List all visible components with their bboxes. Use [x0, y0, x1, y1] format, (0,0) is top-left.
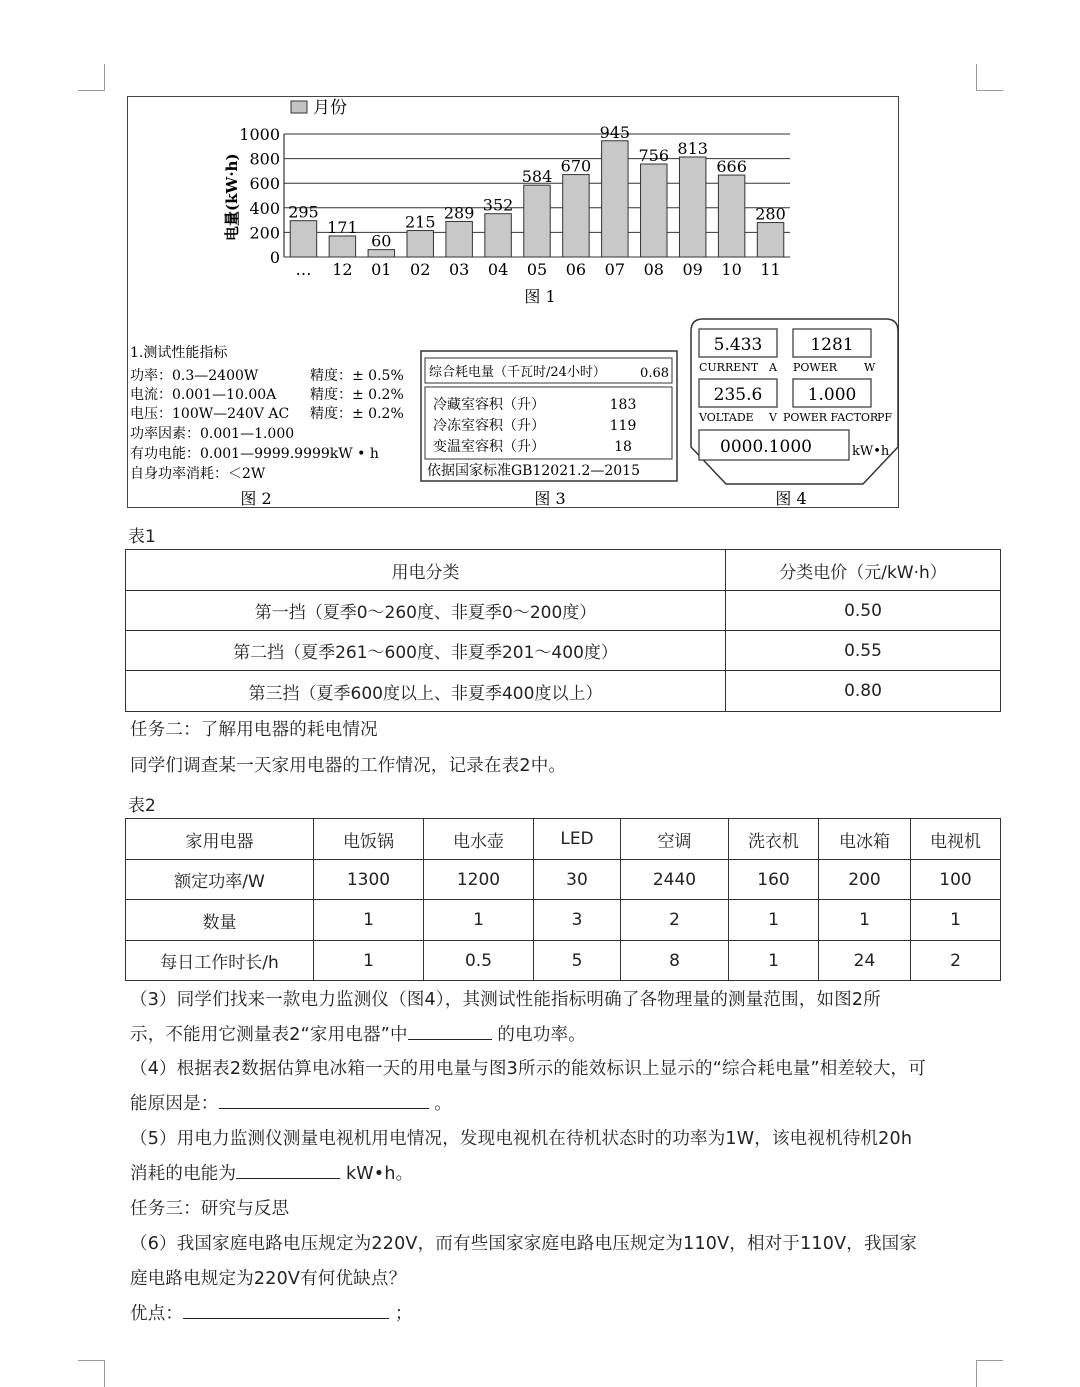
table-cell: 100 — [911, 860, 1001, 900]
bar — [407, 231, 433, 257]
table-row — [126, 860, 1001, 900]
y-tick-label: 600 — [249, 174, 280, 194]
data-label: 295 — [288, 202, 319, 222]
table-cell: 8 — [621, 941, 729, 981]
data-label: 60 — [371, 231, 392, 251]
table-cell: 1300 — [314, 860, 424, 900]
spec-line: 有功电能：0.001—9999.9999kW • h — [130, 446, 379, 462]
table-cell: 2440 — [621, 860, 729, 900]
bar — [679, 157, 705, 257]
legend-label: 月份 — [313, 98, 347, 118]
tariff-category: 第二挡（夏季261～600度、非夏季201～400度） — [126, 631, 726, 671]
table-cell: 2 — [911, 941, 1001, 981]
power-factor-label: POWER FACTOR — [783, 411, 879, 424]
data-label: 215 — [404, 212, 436, 232]
x-tick-label: 02 — [410, 260, 431, 279]
bar — [446, 221, 472, 257]
table-cell: 1 — [911, 900, 1001, 941]
data-label: 813 — [677, 139, 708, 159]
voltage-value: 235.6 — [713, 385, 763, 405]
power-unit: W — [864, 361, 876, 374]
spec-line: 电流：0.001—10.00A — [130, 387, 277, 403]
figure-1-bar-chart — [223, 98, 790, 306]
energy-value: 0000.1000 — [720, 437, 812, 457]
table-2-label: 表2 — [128, 796, 156, 816]
data-label: 280 — [755, 204, 786, 224]
table-row — [126, 671, 1001, 712]
question-6-line-2: 庭电路电规定为220V有何优缺点？ — [130, 1269, 407, 1289]
table-cell: 1 — [314, 941, 424, 981]
bar — [757, 223, 783, 257]
volume-value: 183 — [609, 397, 637, 413]
table-header-row — [126, 819, 1001, 860]
current-value: 5.433 — [713, 335, 763, 355]
spec-accuracy: 精度：± 0.2% — [310, 387, 404, 403]
y-tick-labels — [239, 125, 280, 267]
question-3-line-2 — [130, 1018, 980, 1053]
figure-2-specs — [130, 344, 404, 508]
data-label: 756 — [638, 146, 670, 166]
volume-value: 119 — [609, 418, 637, 434]
standard-footer: 依据国家标准GB12021.2—2015 — [427, 463, 640, 479]
answer-blank-6[interactable] — [183, 1300, 389, 1319]
answer-blank-5[interactable] — [236, 1160, 340, 1179]
power-label: POWER — [793, 361, 838, 374]
bar — [329, 236, 355, 257]
bar — [485, 214, 511, 257]
question-5-line-2 — [130, 1157, 980, 1192]
y-axis-label: 电量(kW·h) — [223, 153, 241, 241]
volume-value: 18 — [614, 439, 632, 455]
figure-4-power-monitor — [691, 319, 898, 508]
y-tick-label: 1000 — [239, 125, 280, 144]
tariff-category: 第三挡（夏季600度以上、非夏季400度以上） — [126, 671, 726, 712]
x-tick-label: 05 — [526, 260, 548, 279]
row-label: 数量 — [126, 900, 314, 941]
consumption-label: 综合耗电量（千瓦时/24小时） — [429, 365, 606, 380]
spec-accuracy: 精度：± 0.2% — [310, 406, 404, 422]
bar — [641, 164, 667, 257]
row-label: 每日工作时长/h — [126, 941, 314, 981]
figure-canvas — [128, 97, 900, 509]
y-tick-label: 400 — [249, 198, 280, 218]
header-cell: 电冰箱 — [819, 819, 911, 860]
table-cell: 30 — [534, 860, 621, 900]
x-tick-label: 08 — [643, 260, 664, 279]
table-cell: 1 — [424, 900, 534, 941]
advantage-tail: ； — [389, 1304, 413, 1324]
x-tick-label: 06 — [565, 260, 587, 279]
answer-blank-4[interactable] — [219, 1090, 429, 1109]
x-tick-labels — [295, 260, 780, 279]
x-tick-label: 07 — [604, 260, 626, 279]
x-tick-label: 10 — [721, 260, 742, 279]
power-factor-unit: PF — [877, 411, 893, 424]
bar — [524, 185, 550, 257]
table-1 — [125, 549, 1001, 712]
figure-3-energy-label — [421, 351, 677, 508]
x-tick-label: 12 — [332, 260, 353, 279]
table-cell: 1 — [819, 900, 911, 941]
table-cell: 200 — [819, 860, 911, 900]
table-cell: 0.5 — [424, 941, 534, 981]
energy-unit: kW•h — [852, 444, 890, 459]
tariff-category: 第一挡（夏季0～260度、非夏季0～200度） — [126, 591, 726, 631]
header-cell: 电饭锅 — [314, 819, 424, 860]
header-cell: 分类电价（元/kW·h） — [726, 550, 1001, 591]
table-row — [126, 631, 1001, 671]
figure-4-caption: 图 4 — [775, 489, 807, 508]
question-5-text: 消耗的电能为 — [130, 1164, 237, 1184]
crop-mark-top-right — [976, 64, 1003, 91]
x-tick-label: 04 — [487, 260, 509, 279]
x-tick-label: … — [295, 260, 312, 279]
table-cell: 24 — [819, 941, 911, 981]
figure-2-caption: 图 2 — [240, 489, 272, 508]
data-label: 171 — [327, 217, 358, 237]
question-3-text: 示，不能用它测量表2“家用电器”中 — [130, 1025, 408, 1045]
consumption-value: 0.68 — [640, 366, 669, 381]
current-label: CURRENT — [699, 361, 759, 374]
power-value: 1281 — [810, 335, 854, 355]
header-cell: LED — [534, 819, 621, 860]
table-cell: 1 — [729, 941, 819, 981]
bar — [718, 175, 744, 257]
bar — [602, 141, 628, 257]
current-unit: A — [769, 361, 777, 374]
volume-label: 变温室容积（升） — [433, 439, 545, 455]
question-3-tail: 的电功率。 — [491, 1025, 586, 1045]
table-row — [126, 900, 1001, 941]
question-5 — [130, 1122, 980, 1192]
volume-label: 冷冻室容积（升） — [433, 418, 545, 434]
table-2 — [125, 818, 1001, 981]
table-cell: 1200 — [424, 860, 534, 900]
crop-mark-bottom-right — [976, 1360, 1003, 1387]
answer-blank-3[interactable] — [408, 1021, 492, 1040]
data-label: 945 — [599, 122, 631, 142]
crop-mark-top-left — [78, 64, 105, 91]
spec-line: 电压：100W—240V AC — [130, 406, 290, 422]
advantage-label: 优点： — [130, 1304, 184, 1324]
row-label: 额定功率/W — [126, 860, 314, 900]
task-2-intro: 同学们调查某一天家用电器的工作情况，记录在表2中。 — [130, 756, 567, 776]
table-header-row — [126, 550, 1001, 591]
voltage-label: VOLTADE — [699, 411, 754, 424]
table-1-label: 表1 — [128, 527, 156, 547]
table-cell: 1 — [314, 900, 424, 941]
power-factor-value: 1.000 — [807, 385, 857, 405]
bar — [368, 250, 394, 257]
legend-swatch — [291, 101, 307, 113]
header-cell: 家用电器 — [126, 819, 314, 860]
table-row — [126, 941, 1001, 981]
y-tick-label: 200 — [249, 223, 280, 243]
table-cell: 160 — [729, 860, 819, 900]
y-tick-label: 800 — [249, 149, 280, 169]
question-4 — [130, 1052, 980, 1122]
x-tick-label: 01 — [371, 260, 392, 279]
question-4-line-1: （4）根据表2数据估算电冰箱一天的用电量与图3所示的能效标识上显示的“综合耗电量”相差较大，可 — [130, 1059, 926, 1079]
x-tick-label: 09 — [682, 260, 703, 279]
question-3 — [130, 983, 980, 1053]
question-5-line-1: （5）用电力监测仪测量电视机用电情况，发现电视机在待机状态时的功率为1W，该电视机待机20h — [130, 1129, 913, 1149]
question-6-advantage — [130, 1297, 980, 1332]
x-tick-label: 11 — [760, 260, 781, 279]
spec-line: 功率：0.3—2400W — [130, 368, 259, 384]
question-6-line-1: （6）我国家庭电路电压规定为220V，而有些国家家庭电路电压规定为110V，相对于110V，我国家 — [130, 1234, 918, 1254]
header-cell: 用电分类 — [126, 550, 726, 591]
header-cell: 空调 — [621, 819, 729, 860]
tariff-price: 0.50 — [726, 591, 1001, 631]
specs-title: 1.测试性能指标 — [130, 345, 228, 361]
data-label: 670 — [560, 156, 592, 176]
crop-mark-bottom-left — [78, 1360, 105, 1387]
table-cell: 5 — [534, 941, 621, 981]
task-2-title: 任务二：了解用电器的耗电情况 — [130, 720, 378, 740]
figure-panel — [127, 96, 899, 508]
task-3-title: 任务三：研究与反思 — [130, 1199, 290, 1219]
header-cell: 电水壶 — [424, 819, 534, 860]
volume-label: 冷藏室容积（升） — [433, 397, 545, 413]
table-cell: 2 — [621, 900, 729, 941]
question-4-tail: 。 — [428, 1094, 452, 1114]
question-4-text: 能原因是： — [130, 1094, 219, 1114]
figure-3-caption: 图 3 — [534, 489, 566, 508]
data-label: 289 — [443, 203, 475, 223]
tariff-price: 0.80 — [726, 671, 1001, 712]
spec-line: 功率因素：0.001—1.000 — [130, 426, 295, 442]
data-label: 666 — [716, 157, 747, 177]
x-tick-label: 03 — [448, 260, 470, 279]
spec-accuracy: 精度：± 0.5% — [310, 368, 404, 384]
header-cell: 洗衣机 — [729, 819, 819, 860]
table-cell: 1 — [729, 900, 819, 941]
question-3-line-1: （3）同学们找来一款电力监测仪（图4），其测试性能指标明确了各物理量的测量范围，如图2所 — [130, 990, 881, 1010]
figure-1-caption: 图 1 — [524, 287, 556, 306]
table-row — [126, 591, 1001, 631]
table-cell: 3 — [534, 900, 621, 941]
y-tick-label: 0 — [269, 248, 280, 267]
tariff-price: 0.55 — [726, 631, 1001, 671]
voltage-unit: V — [769, 411, 777, 424]
bar — [290, 221, 316, 257]
data-label: 584 — [521, 167, 553, 187]
header-cell: 电视机 — [911, 819, 1001, 860]
data-label: 352 — [482, 195, 514, 215]
question-4-line-2 — [130, 1087, 980, 1122]
question-5-tail: kW•h。 — [340, 1164, 414, 1184]
bar — [563, 175, 589, 257]
spec-line: 自身功率消耗：＜2W — [130, 466, 266, 482]
question-6 — [130, 1227, 980, 1332]
